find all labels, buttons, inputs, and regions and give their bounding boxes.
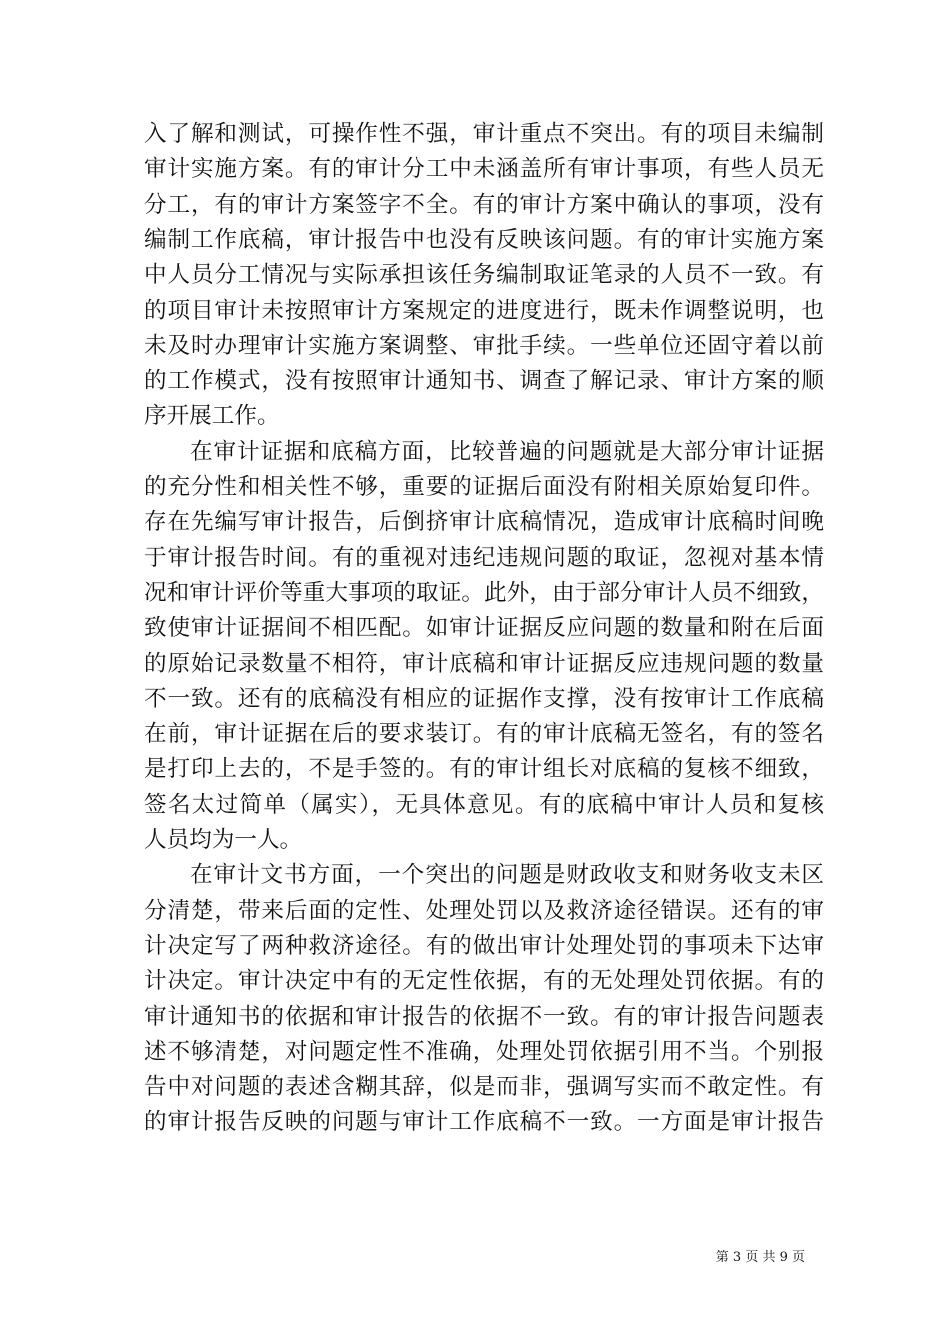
- text-line: 分工，有的审计方案签字不全。有的审计方案中确认的事项，没有: [144, 191, 824, 218]
- text-line: 未及时办理审计实施方案调整、审批手续。一些单位还固守着以前: [144, 332, 824, 359]
- text-line: 签名太过简单（属实），无具体意见。有的底稿中审计人员和复核: [144, 791, 824, 818]
- text-line: 在审计证据和底稿方面，比较普遍的问题就是大部分审计证据: [190, 438, 824, 465]
- text-line: 不一致。还有的底稿没有相应的证据作支撑，没有按审计工作底稿: [144, 685, 824, 712]
- text-line: 计决定写了两种救济途径。有的做出审计处理处罚的事项未下达审: [144, 932, 824, 959]
- text-line: 审计实施方案。有的审计分工中未涵盖所有审计事项，有些人员无: [144, 156, 824, 183]
- text-line: 致使审计证据间不相匹配。如审计证据反应问题的数量和附在后面: [144, 615, 824, 642]
- text-line: 述不够清楚，对问题定性不准确，处理处罚依据引用不当。个别报: [144, 1038, 824, 1065]
- text-line: 编制工作底稿，审计报告中也没有反映该问题。有的审计实施方案: [144, 226, 824, 253]
- text-line: 的充分性和相关性不够，重要的证据后面没有附相关原始复印件。: [144, 474, 824, 500]
- text-line: 序开展工作。: [144, 403, 280, 430]
- text-line: 人员均为一人。: [144, 827, 303, 853]
- text-line: 的工作模式，没有按照审计通知书、调查了解记录、审计方案的顺: [144, 368, 824, 395]
- text-line: 计决定。审计决定中有的无定性依据，有的无处理处罚依据。有的: [144, 968, 824, 995]
- text-line: 的原始记录数量不相符，审计底稿和审计证据反应违规问题的数量: [144, 650, 824, 677]
- text-line: 存在先编写审计报告，后倒挤审计底稿情况，造成审计底稿时间晚: [144, 509, 824, 536]
- text-line: 的审计报告反映的问题与审计工作底稿不一致。一方面是审计报告: [144, 1109, 824, 1136]
- text-line: 是打印上去的，不是手签的。有的审计组长对底稿的复核不细致，: [144, 756, 824, 783]
- page-footer: 第 3 页 共 9 页: [715, 1250, 805, 1265]
- text-line: 入了解和测试，可操作性不强，审计重点不突出。有的项目未编制: [144, 121, 824, 147]
- text-line: 告中对问题的表述含糊其辞，似是而非，强调写实而不敢定性。有: [144, 1074, 824, 1101]
- text-line: 在前，审计证据在后的要求装订。有的审计底稿无签名，有的签名: [144, 721, 824, 748]
- text-line: 分清楚，带来后面的定性、处理处罚以及救济途径错误。还有的审: [144, 897, 824, 924]
- text-line: 于审计报告时间。有的重视对违纪违规问题的取证，忽视对基本情: [144, 544, 824, 571]
- text-line: 审计通知书的依据和审计报告的依据不一致。有的审计报告问题表: [144, 1003, 824, 1030]
- text-line: 中人员分工情况与实际承担该任务编制取证笔录的人员不一致。有: [144, 262, 824, 289]
- text-line: 况和审计评价等重大事项的取证。此外，由于部分审计人员不细致，: [144, 579, 824, 606]
- text-line: 在审计文书方面，一个突出的问题是财政收支和财务收支未区: [190, 862, 824, 889]
- text-line: 的项目审计未按照审计方案规定的进度进行，既未作调整说明，也: [144, 297, 824, 324]
